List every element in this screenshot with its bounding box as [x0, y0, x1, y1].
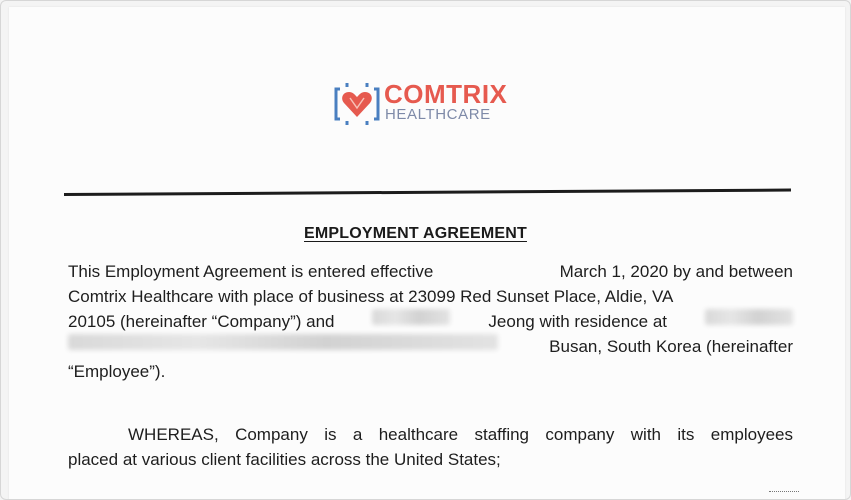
logo-text-comtrix: COMTRIX: [384, 79, 508, 109]
redacted-address: [705, 309, 793, 325]
company-logo: [334, 79, 524, 134]
text-line: [68, 334, 793, 359]
text-segment: Busan, South Korea (hereinafter: [549, 337, 793, 356]
text-line: Comtrix Healthcare with place of business at 23099 Red Sunset Place, Aldie, VA: [68, 287, 674, 306]
page-cutoff-marks: [769, 491, 799, 500]
heart-bracket-logo-icon: [334, 81, 380, 127]
text-line: “Employee”).: [68, 362, 166, 381]
paragraph-parties: [68, 259, 793, 384]
text-segment: This Employment Agreement is entered effective: [68, 262, 434, 281]
paragraph-whereas: [68, 422, 793, 472]
redacted-address-line: [68, 334, 498, 350]
text-line: [68, 309, 793, 334]
document-page: [9, 7, 845, 500]
text-line: placed at various client facilities across the United States;: [68, 450, 501, 469]
text-segment: 20105 (hereinafter “Company”) and: [68, 312, 335, 331]
text-line: WHEREAS, Company is a healthcare staffing company with its employees: [128, 425, 793, 444]
text-line: [68, 259, 793, 284]
text-segment: Jeong with residence at: [488, 312, 668, 331]
document-title: EMPLOYMENT AGREEMENT: [304, 225, 527, 242]
header-divider: [64, 189, 791, 196]
redacted-first-name: [372, 309, 450, 325]
logo-text-healthcare: HEALTHCARE: [385, 106, 491, 123]
text-segment: March 1, 2020 by and between: [559, 262, 793, 281]
